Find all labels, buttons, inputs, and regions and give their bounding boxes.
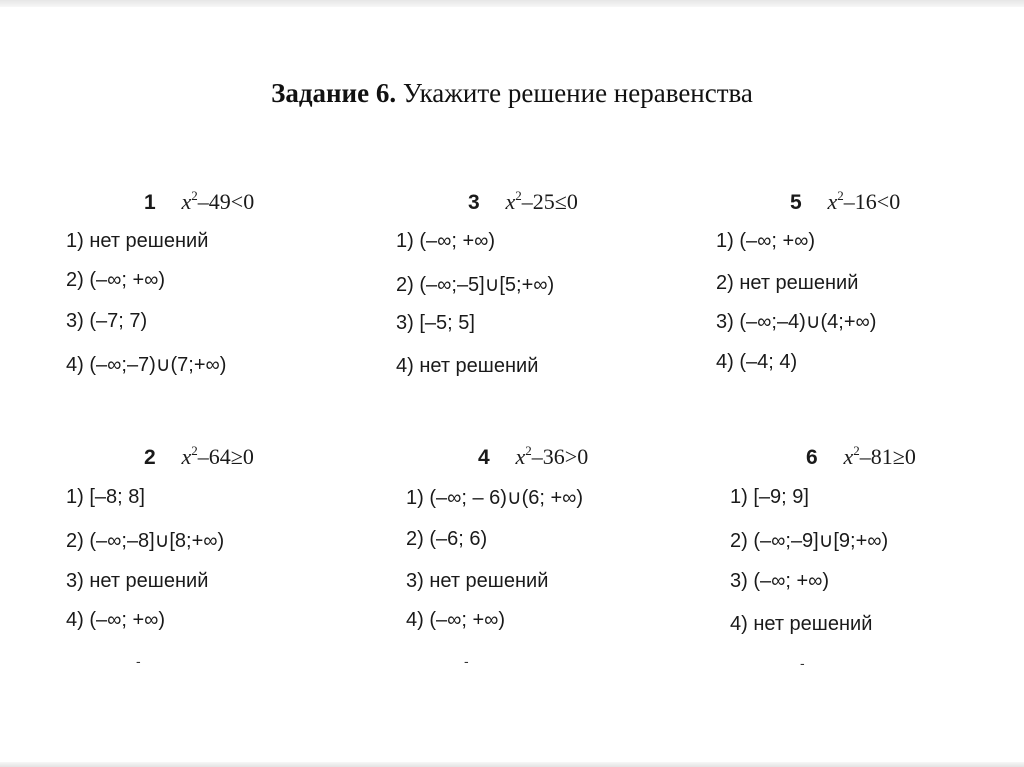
answer-option-2: 2) (–∞;–5]∪[5;+∞): [396, 274, 555, 296]
exponent: 2: [191, 188, 198, 203]
dash-mark: -: [800, 655, 805, 671]
answer-option-4: 4) (–∞;–7)∪(7;+∞): [66, 354, 227, 376]
answer-option-4: 4) нет решений: [730, 613, 873, 635]
inequality-rest: –64≥0: [197, 444, 254, 469]
answer-option-2: 2) нет решений: [716, 272, 859, 294]
task-number: 3: [468, 191, 480, 214]
task-label: Задание 6.: [271, 78, 397, 108]
exponent: 2: [525, 443, 532, 458]
answer-option-2: 2) (–6; 6): [406, 528, 488, 550]
answer-option-2: 2) (–∞; +∞): [66, 269, 166, 291]
task-number: 4: [478, 446, 490, 469]
task-header: [478, 443, 588, 470]
answer-option-4: 4) нет решений: [396, 355, 539, 377]
answer-option-3: 3) (–7; 7): [66, 310, 148, 332]
task-block-5: [716, 188, 1006, 418]
answer-option-3: 3) [–5; 5]: [396, 312, 475, 334]
inequality-rest: –81≥0: [859, 444, 916, 469]
dash-mark: -: [464, 653, 469, 669]
exponent: 2: [837, 188, 844, 203]
task-number: 1: [144, 191, 156, 214]
task-block-4: [406, 443, 696, 673]
top-border: [0, 0, 1024, 7]
dash-mark: -: [136, 653, 141, 669]
answer-option-2: 2) (–∞;–8]∪[8;+∞): [66, 530, 225, 552]
exponent: 2: [853, 443, 860, 458]
inequality: [828, 188, 901, 215]
answer-option-1: 1) (–∞; – 6)∪(6; +∞): [406, 487, 584, 509]
task-number: 5: [790, 191, 802, 214]
exponent: 2: [191, 443, 198, 458]
slide-title: [0, 78, 1024, 109]
inequality-rest: –49<0: [197, 189, 255, 214]
answer-option-1: 1) нет решений: [66, 230, 209, 252]
answer-option-1: 1) [–8; 8]: [66, 486, 145, 508]
answer-option-3: 3) (–∞; +∞): [730, 570, 830, 592]
answer-option-1: 1) (–∞; +∞): [396, 230, 496, 252]
task-block-3: [396, 188, 686, 418]
variable: x: [505, 189, 516, 214]
answer-option-4: 4) (–∞; +∞): [406, 609, 506, 631]
task-number: 2: [144, 446, 156, 469]
answer-option-3: 3) нет решений: [66, 570, 209, 592]
answer-option-3: 3) (–∞;–4)∪(4;+∞): [716, 311, 877, 333]
bottom-border: [0, 762, 1024, 767]
inequality: [506, 188, 578, 215]
variable: x: [181, 189, 192, 214]
inequality: [844, 443, 916, 470]
task-header: [144, 188, 254, 215]
task-header: [806, 443, 916, 470]
task-block-1: [66, 188, 356, 418]
variable: x: [181, 444, 192, 469]
inequality-rest: –16<0: [843, 189, 901, 214]
inequality: [516, 443, 589, 470]
answer-option-3: 3) нет решений: [406, 570, 549, 592]
task-block-2: [66, 443, 356, 673]
variable: x: [827, 189, 838, 214]
answer-option-2: 2) (–∞;–9]∪[9;+∞): [730, 530, 889, 552]
variable: x: [843, 444, 854, 469]
task-instruction: Укажите решение неравенства: [396, 78, 753, 108]
task-header: [468, 188, 578, 215]
inequality: [182, 443, 254, 470]
task-header: [144, 443, 254, 470]
answer-option-4: 4) (–∞; +∞): [66, 609, 166, 631]
inequality-rest: –25≤0: [521, 189, 578, 214]
exponent: 2: [515, 188, 522, 203]
task-header: [790, 188, 900, 215]
answer-option-4: 4) (–4; 4): [716, 351, 798, 373]
inequality: [182, 188, 255, 215]
task-number: 6: [806, 446, 818, 469]
task-block-6: [730, 443, 1020, 673]
answer-option-1: 1) [–9; 9]: [730, 486, 809, 508]
variable: x: [515, 444, 526, 469]
answer-option-1: 1) (–∞; +∞): [716, 230, 816, 252]
inequality-rest: –36>0: [531, 444, 589, 469]
